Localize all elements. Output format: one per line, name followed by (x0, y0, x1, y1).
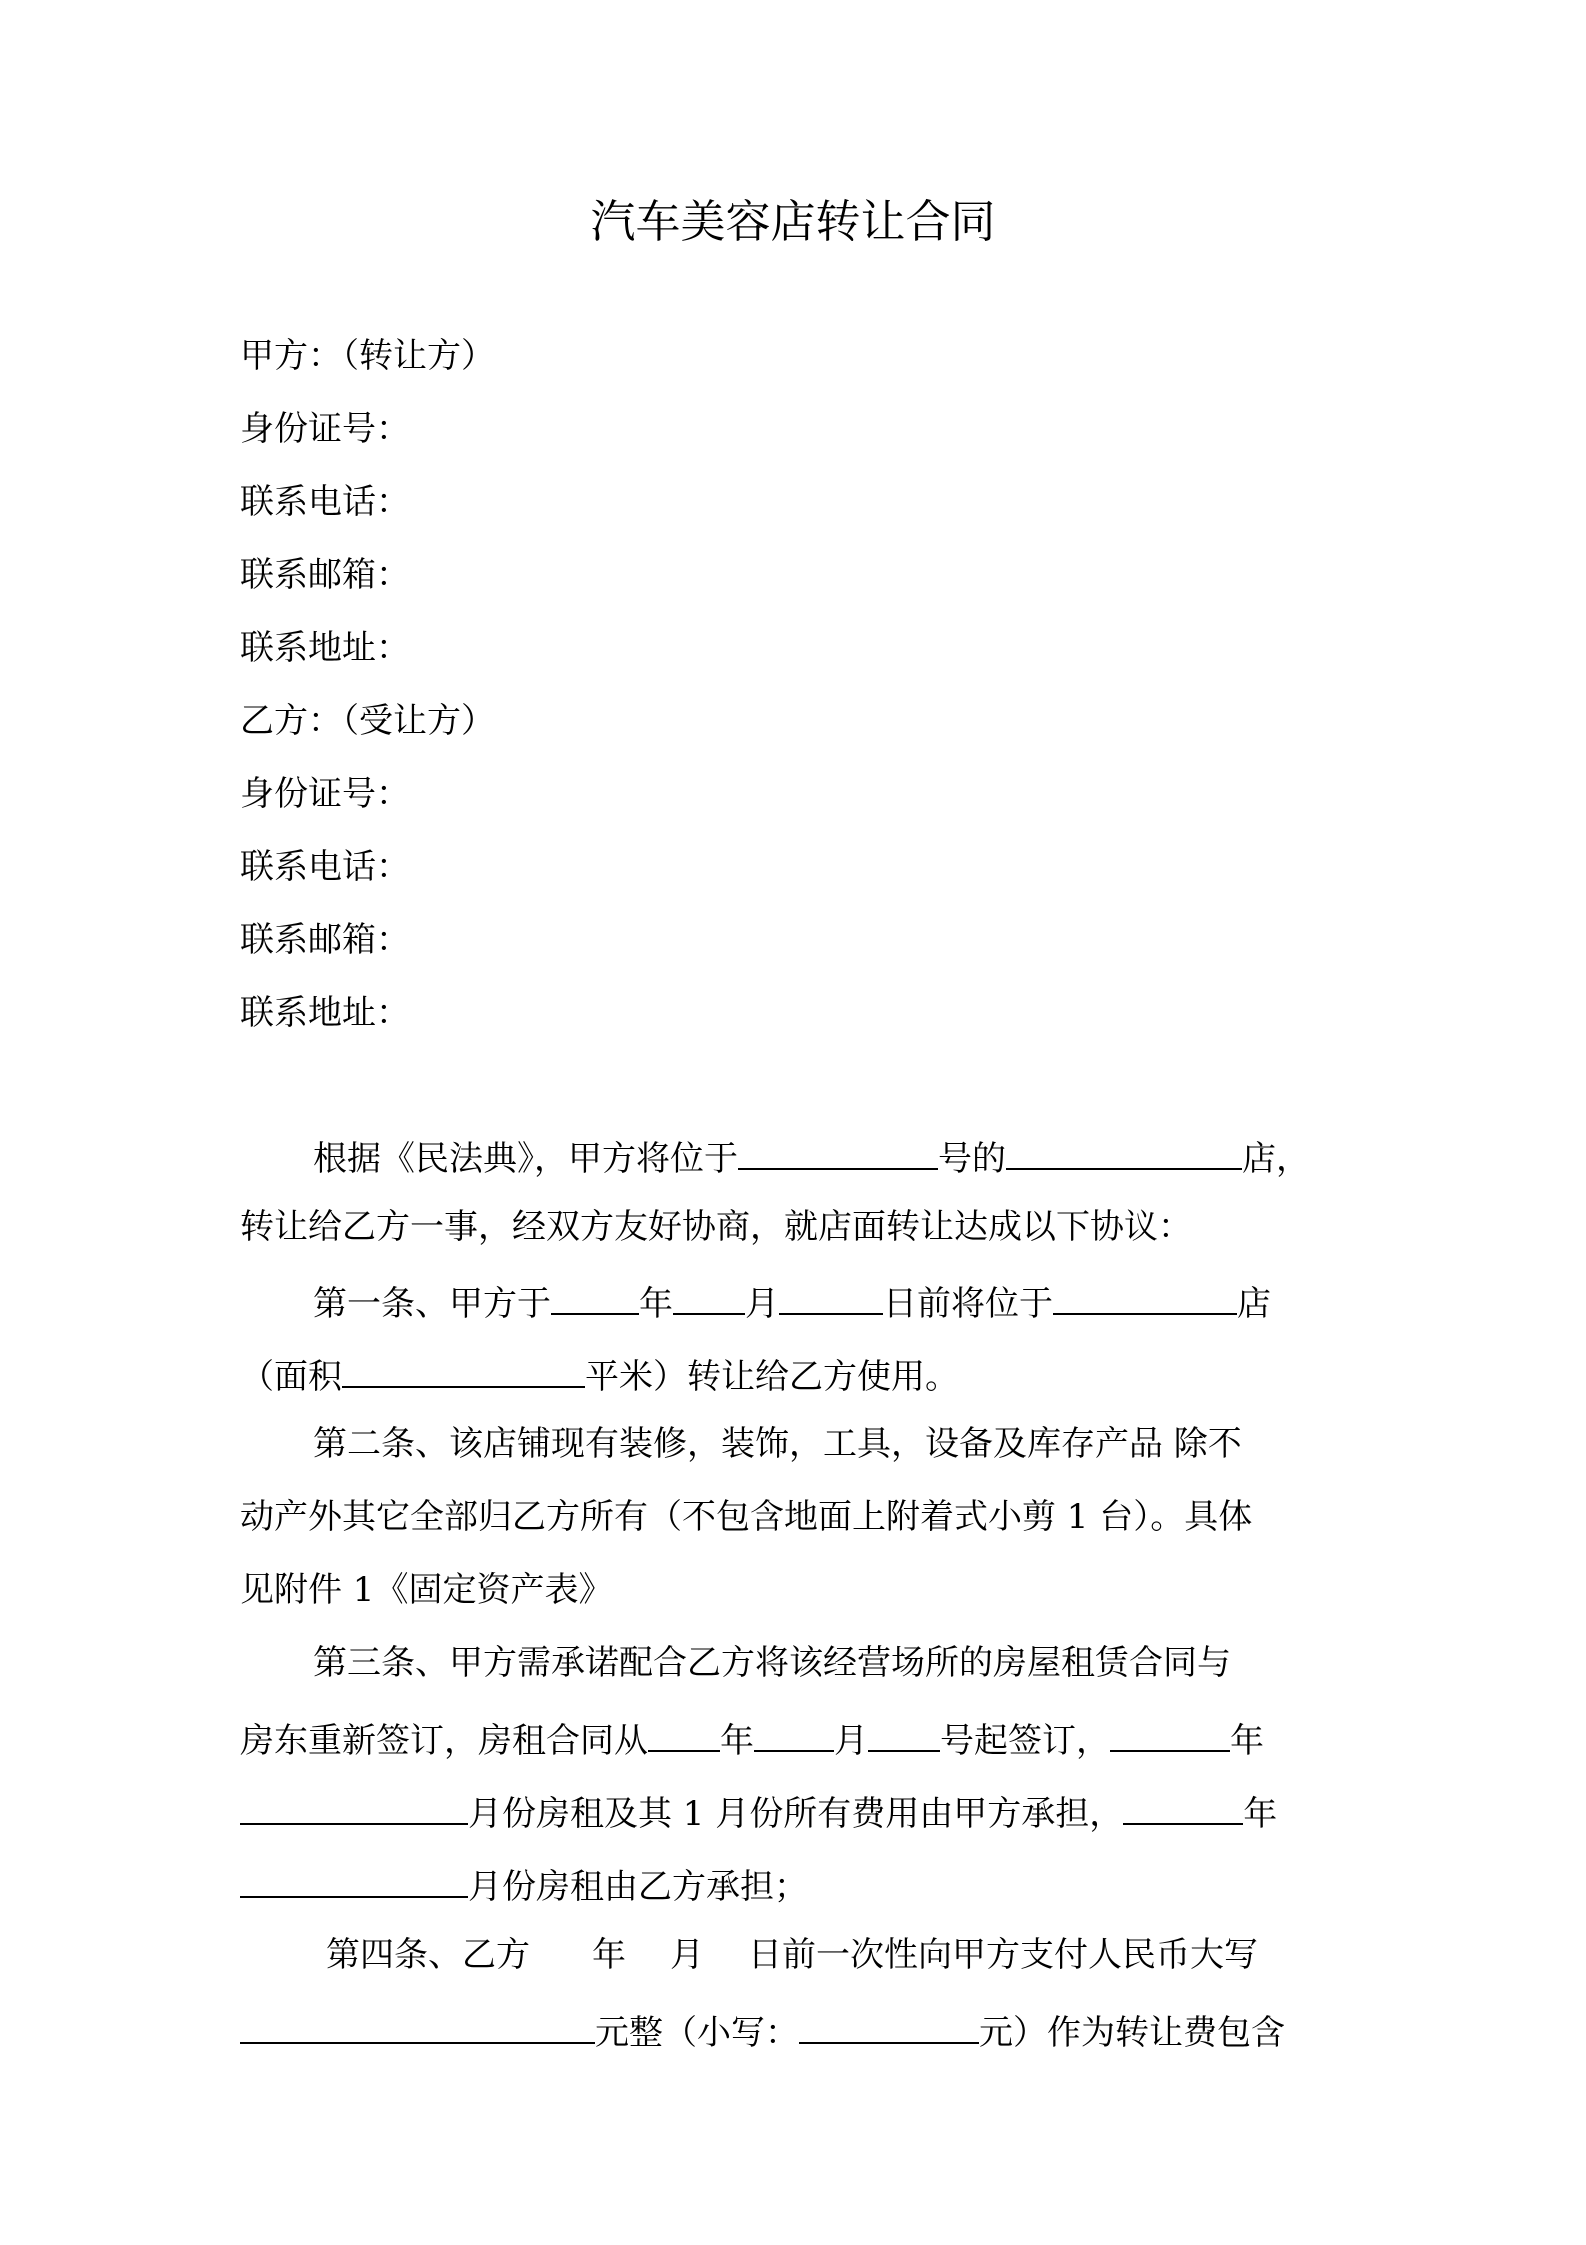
article3-text-b: 年 (720, 1721, 754, 1761)
blank-field (240, 1787, 468, 1825)
intro-line-1 (313, 1132, 1310, 1181)
blank-field (342, 1350, 585, 1388)
party-b-phone-label: 联系电话： (240, 847, 410, 887)
party-b-address-label: 联系地址： (240, 993, 410, 1033)
article2-line-3: 见附件 1《固定资产表》 (240, 1570, 613, 1610)
article1-line-1 (313, 1277, 1271, 1326)
blank-field (1110, 1714, 1230, 1752)
article1-text-g: 平米）转让给乙方使用。 (585, 1357, 959, 1397)
party-a-heading: 甲方：（转让方） (240, 336, 495, 376)
party-a-id-label: 身份证号： (240, 409, 410, 449)
article4-text-d: 日前一次性向甲方支付人民币大写 (748, 1935, 1258, 1975)
article2-line-2: 动产外其它全部归乙方所有（不包含地面上附着式小剪 1 台）。具体 (240, 1497, 1253, 1537)
article4-text-f: 元）作为转让费包含 (979, 2013, 1285, 2053)
article3-line-3 (240, 1787, 1277, 1836)
article2-line-1: 第二条、该店铺现有装修，装饰，工具，设备及库存产品 除不 (313, 1424, 1242, 1464)
article3-text-c: 月 (834, 1721, 868, 1761)
blank-field (551, 1277, 639, 1315)
intro-line-2: 转让给乙方一事，经双方友好协商，就店面转让达成以下协议： (240, 1207, 1192, 1247)
article4-text-a: 第四条、乙方 (326, 1935, 530, 1975)
blank-field (1053, 1277, 1237, 1315)
party-a-email-label: 联系邮箱： (240, 555, 410, 595)
article4-line-1 (326, 1933, 1258, 1977)
article1-text-d: 日前将位于 (883, 1284, 1053, 1324)
party-b-id-label: 身份证号： (240, 774, 410, 814)
article1-text-c: 月 (745, 1284, 779, 1324)
document-title: 汽车美容店转让合同 (590, 195, 996, 248)
article3-text-g: 年 (1243, 1794, 1278, 1834)
article4-line-2 (240, 2006, 1285, 2055)
party-a-address-label: 联系地址： (240, 628, 410, 668)
article1-text-f: （面积 (240, 1357, 342, 1397)
blank-field (240, 1860, 468, 1898)
article1-text-e: 店 (1237, 1284, 1271, 1324)
article4-text-c: 月 (670, 1935, 704, 1975)
blank-field (1006, 1132, 1242, 1170)
article1-line-2 (240, 1350, 959, 1399)
article1-text-b: 年 (639, 1284, 673, 1324)
blank-field (648, 1714, 720, 1752)
party-a-phone-label: 联系电话： (240, 482, 410, 522)
blank-field (779, 1277, 883, 1315)
article3-line-4 (240, 1860, 808, 1909)
article3-text-e: 年 (1230, 1721, 1264, 1761)
party-b-email-label: 联系邮箱： (240, 920, 410, 960)
party-b-heading: 乙方：（受让方） (240, 701, 495, 741)
article1-text-a: 第一条、甲方于 (313, 1284, 551, 1324)
article4-text-e: 元整（小写： (595, 2013, 799, 2053)
intro-text-c: 店， (1242, 1139, 1310, 1179)
article3-text-h: 月份房租由乙方承担； (468, 1867, 808, 1907)
blank-field (240, 2006, 595, 2044)
blank-field (738, 1132, 938, 1170)
intro-text-a: 根据《民法典》，甲方将位于 (313, 1139, 738, 1179)
intro-text-b: 号的 (938, 1139, 1006, 1179)
blank-field (754, 1714, 834, 1752)
article3-line-2 (240, 1714, 1264, 1763)
article3-line-1: 第三条、甲方需承诺配合乙方将该经营场所的房屋租赁合同与 (313, 1643, 1231, 1683)
blank-field (1123, 1787, 1243, 1825)
article3-text-a: 房东重新签订，房租合同从 (240, 1721, 648, 1761)
article3-text-f: 月份房租及其 1 月份所有费用由甲方承担， (468, 1794, 1124, 1834)
blank-field (868, 1714, 940, 1752)
article4-text-b: 年 (592, 1935, 626, 1975)
blank-field (799, 2006, 979, 2044)
article3-text-d: 号起签订， (940, 1721, 1110, 1761)
blank-field (673, 1277, 745, 1315)
